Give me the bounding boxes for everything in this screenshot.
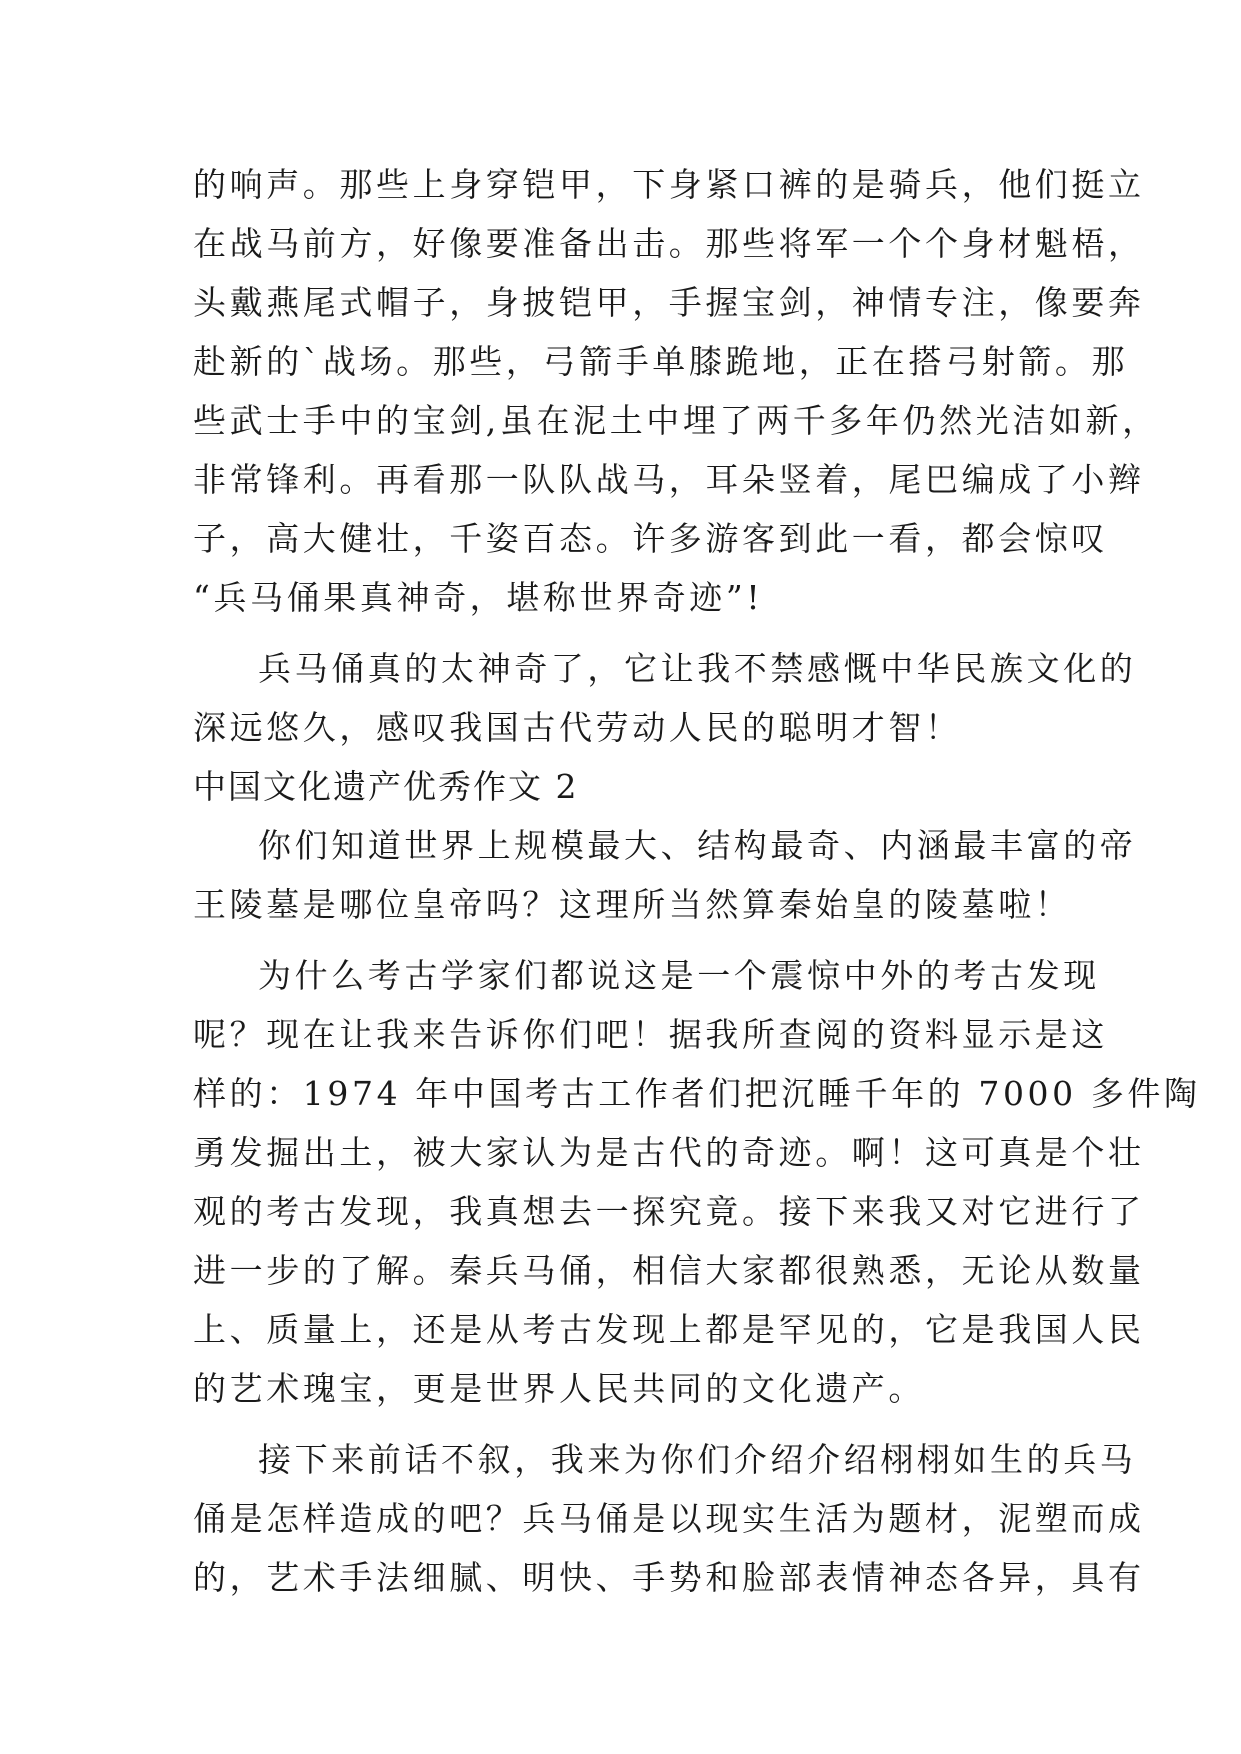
text-line: 为什么考古学家们都说这是一个震惊中外的考古发现 [258,956,1100,995]
section-heading: 中国文化遗产优秀作文 2 [193,767,579,806]
text-line: 样的：1974 年中国考古工作者们把沉睡千年的 7000 多件陶 [193,1074,1201,1113]
text-line: 头戴燕尾式帽子，身披铠甲，手握宝剑，神情专注，像要奔 [193,283,1145,322]
document-body [193,155,1201,1607]
text-line: 深远悠久，感叹我国古代劳动人民的聪明才智！ [193,708,962,747]
text-line: 的艺术瑰宝，更是世界人民共同的文化遗产。 [193,1369,925,1408]
text-line: 呢？现在让我来告诉你们吧！据我所查阅的资料显示是这 [193,1015,1108,1054]
text-line: 赴新的`战场。那些，弓箭手单膝跪地，正在搭弓射箭。那 [193,342,1129,381]
text-line: 上、质量上，还是从考古发现上都是罕见的，它是我国人民 [193,1310,1145,1349]
text-line: “兵马俑果真神奇，堪称世界奇迹”! [193,578,764,617]
text-line: 观的考古发现，我真想去一探究竟。接下来我又对它进行了 [193,1192,1145,1231]
text-line: 的响声。那些上身穿铠甲，下身紧口裤的是骑兵，他们挺立 [193,165,1145,204]
text-line: 的，艺术手法细腻、明快、手势和脸部表情神态各异，具有 [193,1558,1145,1597]
text-line: 在战马前方，好像要准备出击。那些将军一个个身材魁梧， [193,224,1145,263]
text-line: 接下来前话不叙，我来为你们介绍介绍栩栩如生的兵马 [258,1440,1137,1479]
text-line: 子，高大健壮，千姿百态。许多游客到此一看，都会惊叹 [193,519,1108,558]
text-line: 王陵墓是哪位皇帝吗？这理所当然算秦始皇的陵墓啦！ [193,885,1072,924]
text-line: 俑是怎样造成的吧？兵马俑是以现实生活为题材，泥塑而成 [193,1499,1145,1538]
text-line: 兵马俑真的太神奇了，它让我不禁感慨中华民族文化的 [258,649,1137,688]
text-line: 进一步的了解。秦兵马俑，相信大家都很熟悉，无论从数量 [193,1251,1145,1290]
text-line: 你们知道世界上规模最大、结构最奇、内涵最丰富的帝 [258,826,1137,865]
text-line: 勇发掘出土，被大家认为是古代的奇迹。啊！这可真是个壮 [193,1133,1145,1172]
text-line: 非常锋利。再看那一队队战马，耳朵竖着，尾巴编成了小辫 [193,460,1145,499]
text-line: 些武士手中的宝剑,虽在泥土中埋了两千多年仍然光洁如新， [193,401,1159,440]
